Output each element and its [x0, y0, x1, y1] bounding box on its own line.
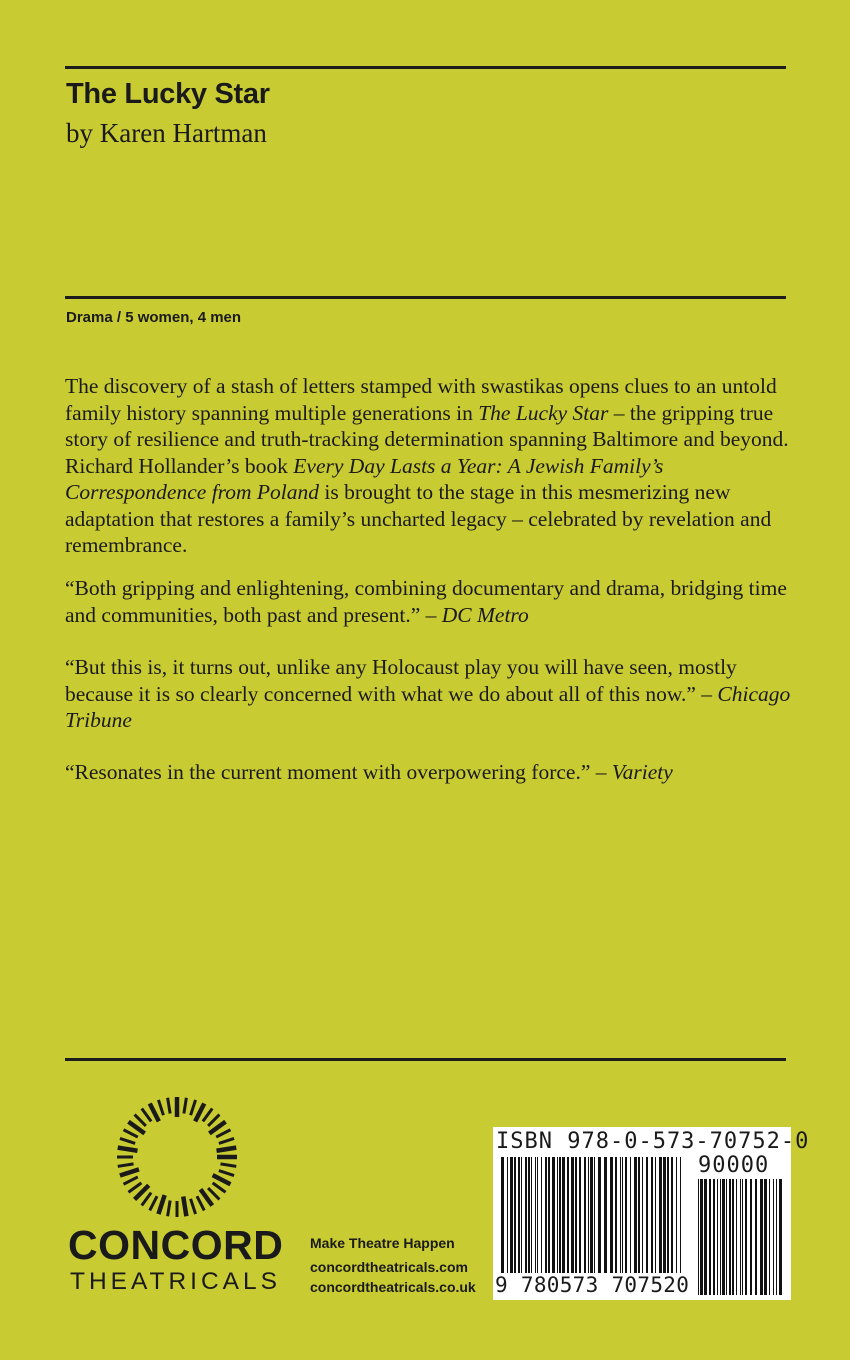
genre-cast-line: Drama / 5 women, 4 men [66, 309, 242, 326]
synopsis-book-ref: Every Day Lasts a Year: A Jewish Family’s Correspondence from Poland [65, 453, 664, 504]
top-rule [65, 66, 786, 69]
quote-source: Variety [611, 760, 673, 784]
review-quote [65, 575, 795, 628]
isbn-barcode [493, 1127, 810, 1300]
sunburst-ring-icon [113, 1093, 241, 1221]
synopsis-part-3: is brought to the stage in this mesmerizing new adaptation that restores a family’s uncharted legacy – celebrated by revelation and remembrance. [65, 480, 772, 557]
review-quote [65, 759, 795, 786]
price-code: 90000 [698, 1153, 770, 1178]
review-quote [65, 654, 795, 734]
barcode-bars [501, 1157, 687, 1287]
bottom-rule [65, 1058, 786, 1061]
publisher-website-uk: concordtheatricals.co.uk [310, 1279, 476, 1295]
isbn-label: ISBN 978-0-573-70752-0 [496, 1129, 810, 1154]
publisher-logo-subtitle: THEATRICALS [70, 1268, 281, 1295]
barcode-addon-bars [698, 1179, 784, 1295]
publisher-logo-name: CONCORD [68, 1222, 284, 1268]
quote-source: Chicago Tribune [65, 681, 791, 732]
quote-source: DC Metro [441, 602, 529, 627]
quote-text: “Resonates in the current moment with overpowering force.” – [65, 760, 612, 784]
book-title: The Lucky Star [66, 78, 270, 110]
synopsis [65, 373, 795, 559]
author-byline: by Karen Hartman [66, 118, 267, 148]
synopsis-title-ref: The Lucky Star [478, 400, 609, 425]
mid-rule [65, 296, 786, 299]
publisher-tagline: Make Theatre Happen [310, 1235, 455, 1251]
publisher-website-us: concordtheatricals.com [310, 1259, 468, 1275]
quote-text: “But this is, it turns out, unlike any Holocaust play you will have seen, mostly because it is so clearly concerned with what we do about all of this now.” – [65, 655, 737, 706]
synopsis-part-2: – the gripping true story of resilience and truth-tracking determination spanning Baltimore and beyond. Richard Hollander’s book [65, 400, 789, 478]
synopsis-part-1: The discovery of a stash of letters stamped with swastikas opens clues to an untold family history spanning multiple generations in [65, 374, 777, 425]
isbn-digits: 9 780573 707520 [495, 1273, 690, 1297]
quote-text: “Both gripping and enlightening, combining documentary and drama, bridging time and communities, both past and present.” – [65, 576, 787, 627]
